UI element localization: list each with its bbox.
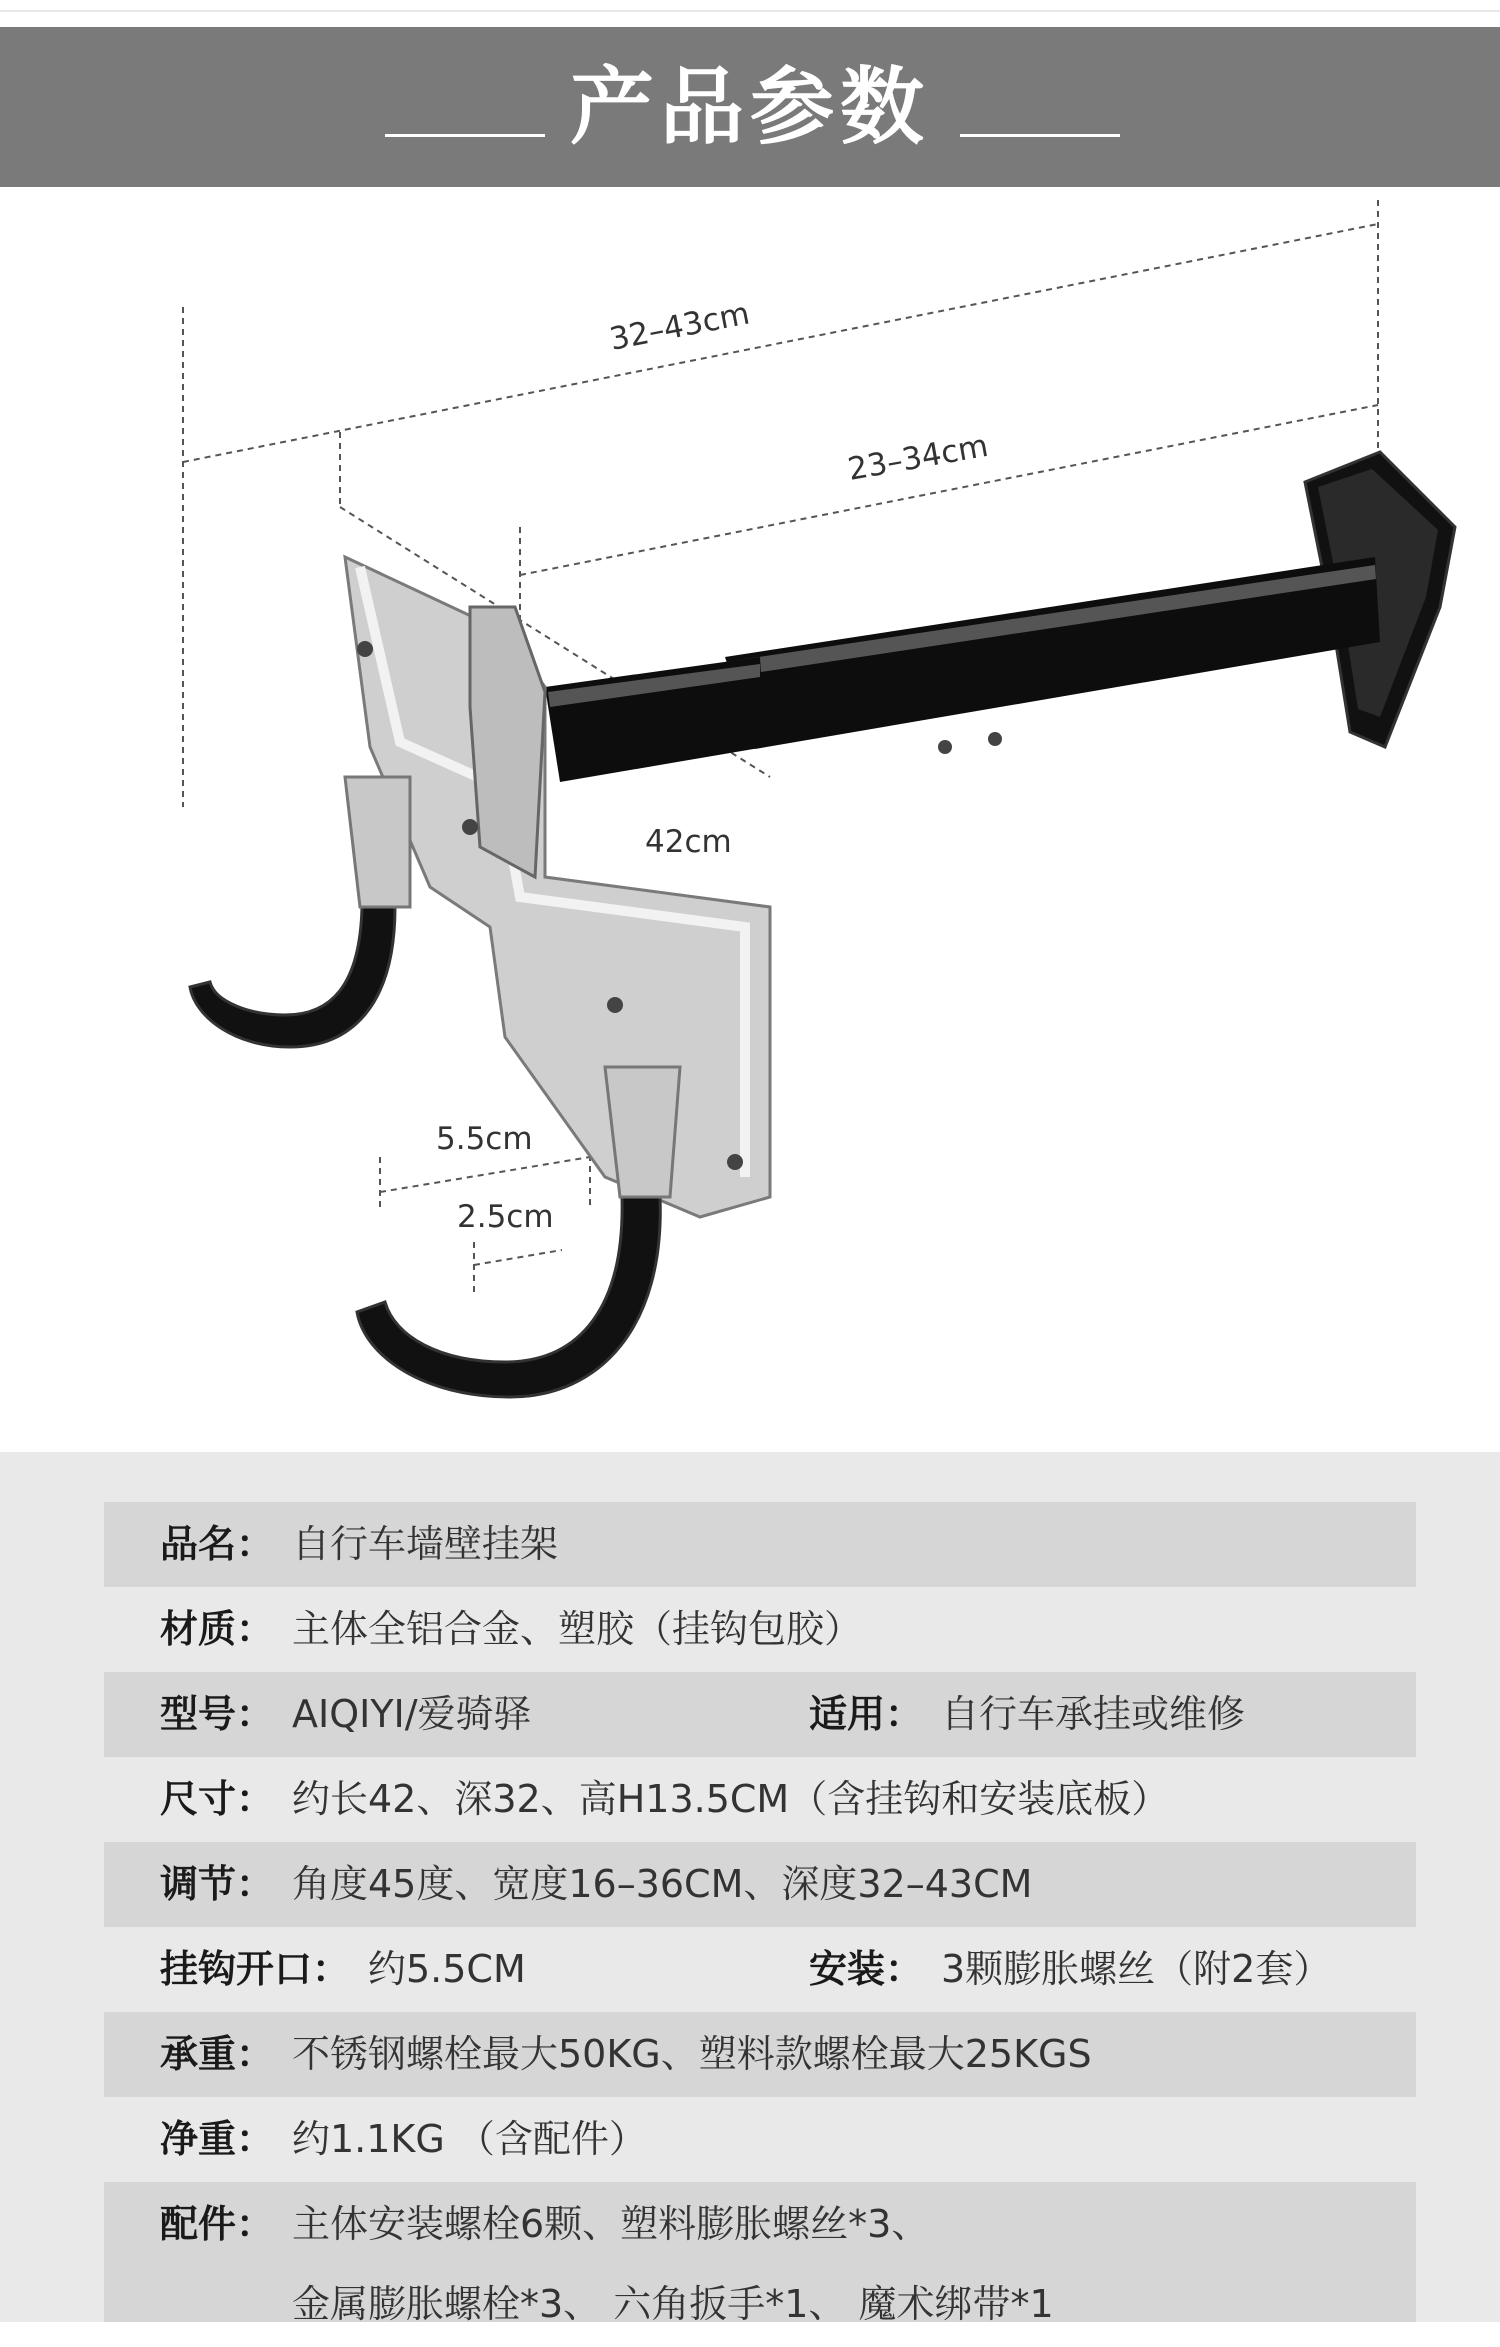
spec-value: 约长42、深32、高H13.5CM（含挂钩和安装底板） (292, 1777, 1170, 1821)
spec-row-load (104, 2012, 1416, 2097)
spec-value-2: 自行车承挂或维修 (941, 1692, 1246, 1736)
top-border (0, 0, 1500, 12)
spec-value: 不锈钢螺栓最大50KG、塑料款螺栓最大25KGS (292, 2032, 1092, 2076)
spec-row-model (104, 1672, 1416, 1757)
spec-value: 约1.1KG （含配件） (292, 2117, 647, 2161)
header-rule-right (960, 134, 1120, 137)
dim-overall-label: 32–43cm (606, 295, 753, 358)
spec-key: 净重： (160, 2117, 275, 2161)
spec-key: 尺寸： (160, 1777, 275, 1821)
dim-hook-open-label: 5.5cm (436, 1121, 533, 1157)
spec-row-name (104, 1502, 1416, 1587)
spec-value-continued: 金属膨胀螺栓*3、 六角扳手*1、 魔术绑带*1 (292, 2282, 1054, 2326)
spec-key: 调节： (160, 1862, 275, 1906)
section-header (0, 27, 1500, 187)
spec-key: 型号： (160, 1692, 275, 1736)
upper-hook (190, 907, 395, 1047)
spec-value: AIQIYI/爱骑驿 (292, 1692, 532, 1736)
spec-row-adjust (104, 1842, 1416, 1927)
spec-key: 材质： (160, 1607, 275, 1651)
section-title: 产品参数 (569, 58, 930, 156)
spec-key: 承重： (160, 2032, 275, 2076)
dim-arm-label: 23–34cm (845, 427, 991, 488)
spec-key-2: 安装： (809, 1947, 924, 1991)
spec-key: 配件： (160, 2202, 275, 2246)
spec-value: 自行车墙壁挂架 (292, 1522, 559, 1566)
spec-key-2: 适用： (809, 1692, 924, 1736)
spec-row-accessories (104, 2182, 1416, 2326)
bike-wall-hook-diagram (0, 187, 1500, 1452)
spec-row-size (104, 1757, 1416, 1842)
spec-value: 主体安装螺栓6颗、塑料膨胀螺丝*3、 (292, 2202, 930, 2246)
spec-value-2: 3颗膨胀螺丝（附2套） (941, 1947, 1332, 1991)
spec-table (0, 1452, 1500, 2326)
spec-row-weight (104, 2097, 1416, 2182)
spec-row-hook (104, 1927, 1416, 2012)
spec-value: 主体全铝合金、塑胶（挂钩包胶） (292, 1607, 863, 1651)
dimension-lines (183, 200, 1378, 1297)
spec-row-material (104, 1587, 1416, 1672)
product-illustration (0, 187, 1500, 1452)
spec-key: 品名： (160, 1522, 275, 1566)
spec-value: 角度45度、宽度16–36CM、深度32–43CM (292, 1862, 1033, 1906)
dim-length-label: 42cm (645, 824, 732, 860)
dim-hook-inner-label: 2.5cm (457, 1199, 554, 1235)
spec-value: 约5.5CM (368, 1947, 526, 1991)
spec-key: 挂钩开口： (160, 1947, 351, 1991)
